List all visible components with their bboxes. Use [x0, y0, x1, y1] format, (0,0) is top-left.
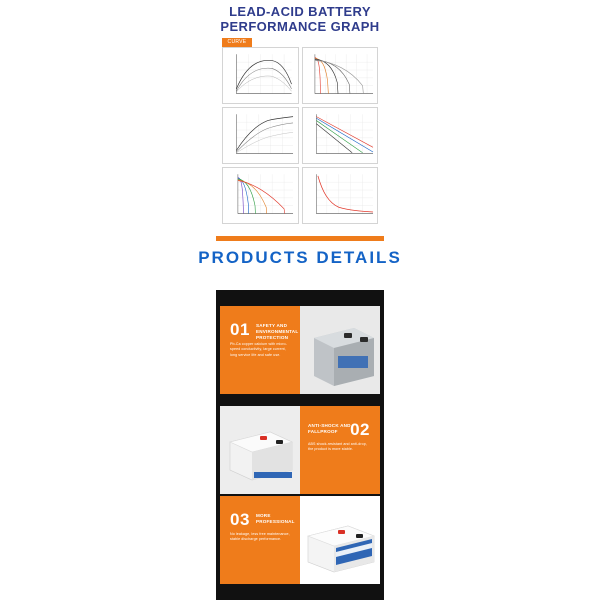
- battery-white-icon: [220, 406, 300, 494]
- page-title-line2: PERFORMANCE GRAPH: [220, 19, 380, 34]
- performance-graph-panel: [222, 38, 378, 224]
- chart-2: [302, 47, 379, 104]
- product-item-2: [220, 406, 380, 494]
- chart-6: [302, 167, 379, 224]
- battery-grey-icon: [300, 306, 380, 394]
- chart-4-svg: [303, 108, 378, 163]
- products-section-title: PRODUCTS DETAILS: [198, 248, 402, 267]
- product-item-2-body: ABS shock-resistant and anti-drop, the product is more stable.: [308, 442, 367, 452]
- product-item-1-text: [220, 306, 300, 394]
- products-divider-bar: [216, 236, 384, 241]
- product-item-1-photo: [300, 306, 380, 394]
- product-item-3-heading: MORE PROFESSIONAL: [256, 513, 295, 524]
- chart-3-svg: [223, 108, 298, 163]
- chart-6-svg: [303, 168, 378, 223]
- product-item-3-number: 03: [230, 510, 250, 529]
- product-item-3-body: No leakage, less free maintenance, stable discharge performance.: [230, 532, 290, 542]
- product-item-1: [220, 306, 380, 394]
- product-item-3-photo: [300, 496, 380, 584]
- chart-1: [222, 47, 299, 104]
- chart-1-svg: [223, 48, 298, 103]
- chart-3: [222, 107, 299, 164]
- chart-4: [302, 107, 379, 164]
- product-item-2-text: [300, 406, 380, 494]
- chart-5-svg: [223, 168, 298, 223]
- product-item-1-heading: SAFETY AND ENVIRONMENTAL PROTECTION: [256, 323, 299, 340]
- product-item-1-body: Pb-Ca copper calcium with micro-speed conductivity, large current, long service life and safe use.: [230, 342, 287, 357]
- page-title-line1: LEAD-ACID BATTERY: [229, 4, 371, 19]
- product-item-2-number: 02: [350, 420, 370, 439]
- products-panel: [216, 290, 384, 600]
- chart-grid: [222, 47, 378, 224]
- product-item-2-heading: ANTI-SHOCK AND FALLPROOF: [308, 423, 351, 434]
- product-item-1-number: 01: [230, 320, 250, 339]
- chart-5: [222, 167, 299, 224]
- product-item-3: [220, 496, 380, 584]
- page-title: [0, 4, 600, 34]
- battery-blue-label-icon: [300, 496, 380, 584]
- chart-2-svg: [303, 48, 378, 103]
- curve-tag: CURVE: [222, 38, 252, 47]
- product-item-2-photo: [220, 406, 300, 494]
- product-item-3-text: [220, 496, 300, 584]
